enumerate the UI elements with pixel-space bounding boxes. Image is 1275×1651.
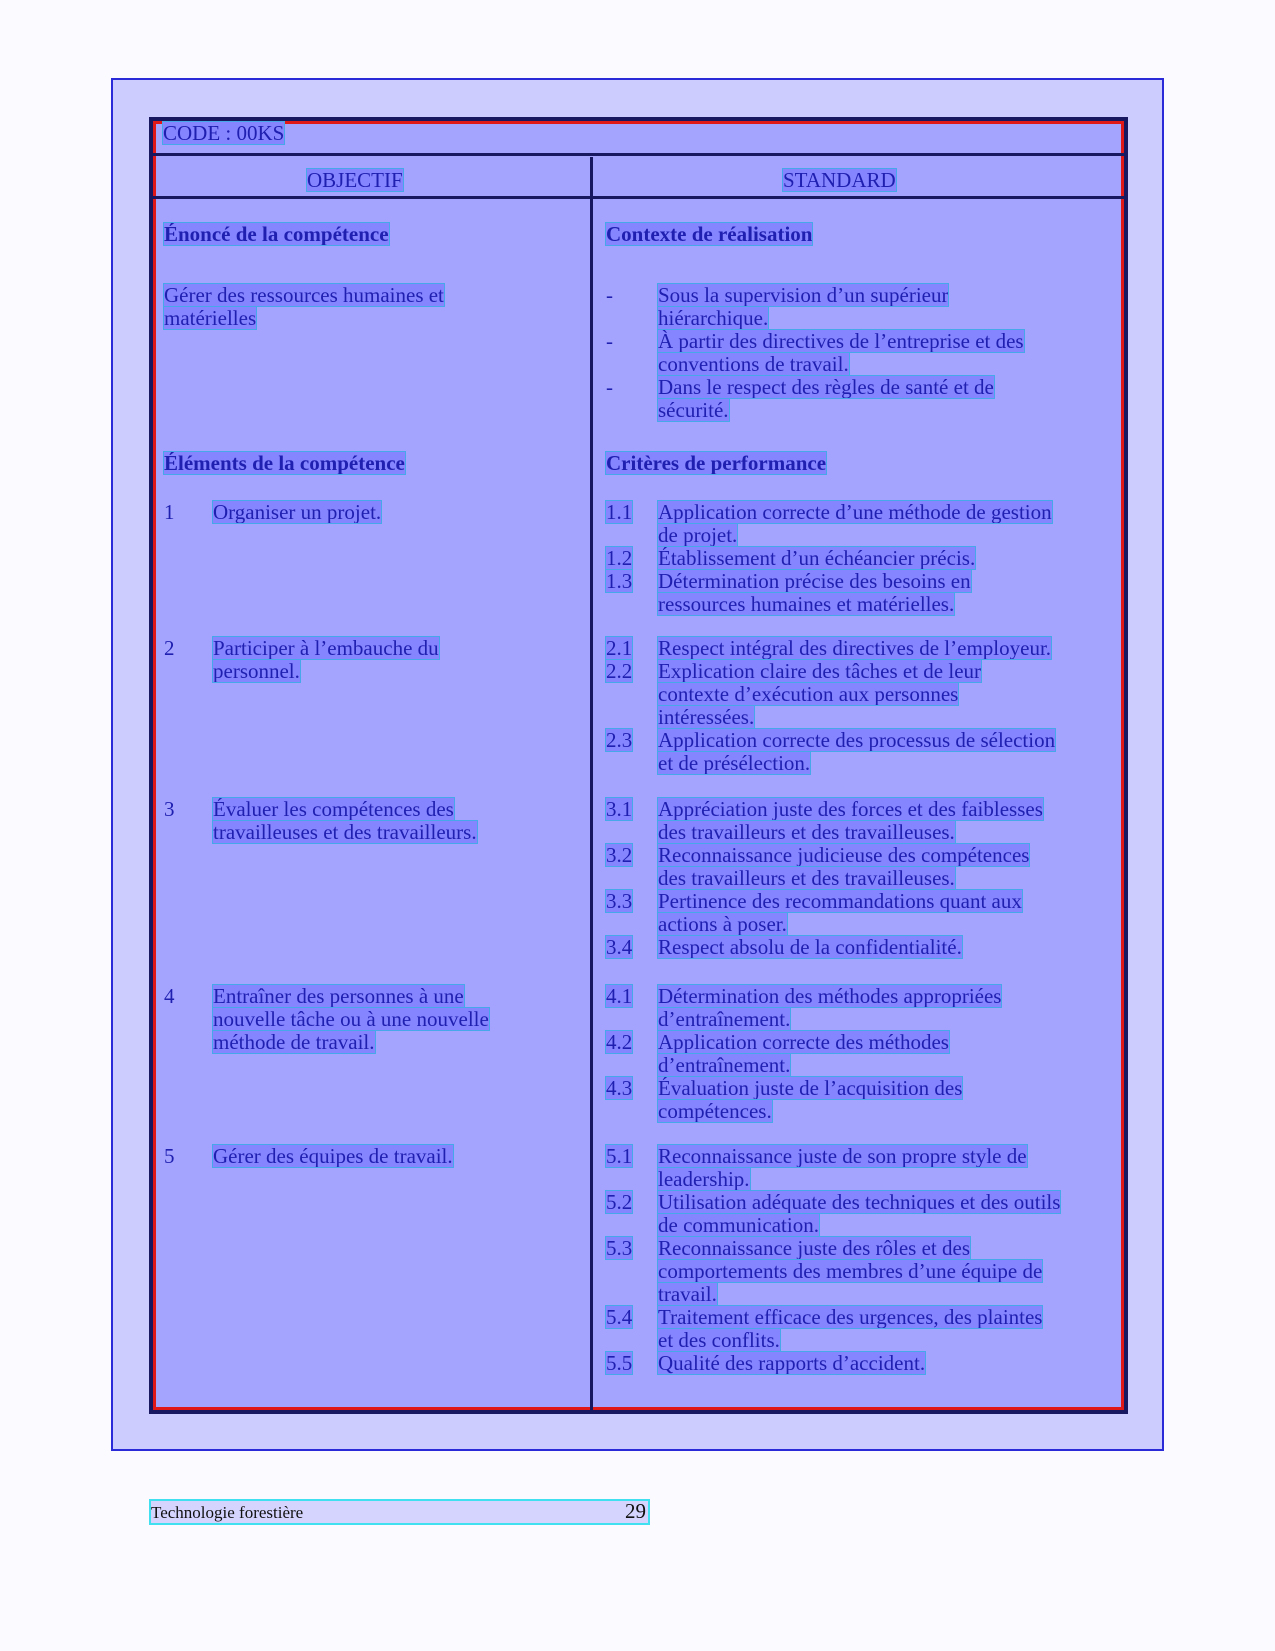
- code-label: CODE : 00KS: [163, 121, 285, 145]
- critere-text: Application correcte des processus de sélection: [658, 728, 1056, 752]
- critere-text: Application correcte d’une méthode de gestion: [658, 500, 1052, 524]
- critere-text: Respect intégral des directives de l’employeur.: [658, 636, 1052, 660]
- element-number: 1: [164, 500, 175, 524]
- critere-number: 5.2: [606, 1190, 633, 1214]
- contexte-text: Sous la supervision d’un supérieur: [658, 283, 949, 307]
- element-text: travailleuses et des travailleurs.: [213, 820, 477, 844]
- critere-text: Application correcte des méthodes: [658, 1030, 949, 1054]
- contexte-text: hiérarchique.: [658, 306, 769, 330]
- critere-text: des travailleurs et des travailleuses.: [658, 820, 955, 844]
- critere-text: compétences.: [658, 1099, 772, 1123]
- column-divider: [590, 157, 593, 1410]
- critere-number: 4.3: [606, 1076, 633, 1100]
- critere-number: 1.1: [606, 500, 633, 524]
- critere-text: Reconnaissance juste des rôles et des: [658, 1236, 970, 1260]
- header-standard: STANDARD: [783, 168, 896, 192]
- critere-text: contexte d’exécution aux personnes: [658, 682, 959, 706]
- critere-text: des travailleurs et des travailleuses.: [658, 866, 955, 890]
- critere-text: Évaluation juste de l’acquisition des: [658, 1076, 963, 1100]
- element-text: Organiser un projet.: [213, 500, 382, 524]
- critere-text: Reconnaissance juste de son propre style de: [658, 1144, 1027, 1168]
- header-objectif: OBJECTIF: [307, 168, 403, 192]
- critere-text: leadership.: [658, 1167, 750, 1191]
- critere-text: de communication.: [658, 1213, 819, 1237]
- critere-number: 5.1: [606, 1144, 633, 1168]
- critere-number: 1.3: [606, 569, 633, 593]
- critere-number: 3.2: [606, 843, 633, 867]
- critere-text: intéressées.: [658, 705, 755, 729]
- element-text: nouvelle tâche ou à une nouvelle: [213, 1007, 489, 1031]
- footer-title: Technologie forestière: [151, 1503, 304, 1522]
- contexte-text: conventions de travail.: [658, 352, 849, 376]
- critere-text: Détermination précise des besoins en: [658, 569, 971, 593]
- critere-text: Pertinence des recommandations quant aux: [658, 889, 1022, 913]
- contexte-text: sécurité.: [658, 398, 729, 422]
- element-text: Entraîner des personnes à une: [213, 984, 464, 1008]
- contexte-text: À partir des directives de l’entreprise et des: [658, 329, 1024, 353]
- enonce-title: Énoncé de la compétence: [164, 222, 389, 246]
- critere-number: 3.1: [606, 797, 633, 821]
- contexte-bullet: -: [606, 375, 613, 399]
- critere-text: de projet.: [658, 523, 738, 547]
- contexte-bullet: -: [606, 329, 613, 353]
- elements-title: Éléments de la compétence: [164, 451, 405, 475]
- critere-text: d’entraînement.: [658, 1053, 791, 1077]
- critere-number: 3.4: [606, 935, 633, 959]
- critere-number: 1.2: [606, 546, 633, 570]
- page-number: 29: [625, 1499, 646, 1523]
- critere-text: Respect absolu de la confidentialité.: [658, 935, 962, 959]
- critere-text: et de présélection.: [658, 751, 811, 775]
- critere-text: Explication claire des tâches et de leur: [658, 659, 982, 683]
- element-text: méthode de travail.: [213, 1030, 375, 1054]
- critere-text: actions à poser.: [658, 912, 787, 936]
- critere-number: 5.3: [606, 1236, 633, 1260]
- criteres-title: Critères de performance: [606, 451, 827, 475]
- critere-text: Appréciation juste des forces et des faiblesses: [658, 797, 1043, 821]
- critere-number: 5.4: [606, 1305, 633, 1329]
- critere-number: 5.5: [606, 1351, 633, 1375]
- critere-number: 2.2: [606, 659, 633, 683]
- enonce-line: matérielles: [164, 306, 257, 330]
- critere-text: travail.: [658, 1282, 717, 1306]
- contexte-title: Contexte de réalisation: [606, 222, 813, 246]
- element-text: Participer à l’embauche du: [213, 636, 439, 660]
- contexte-bullet: -: [606, 283, 613, 307]
- critere-text: Utilisation adéquate des techniques et des outils: [658, 1190, 1061, 1214]
- element-number: 2: [164, 636, 175, 660]
- critere-text: et des conflits.: [658, 1328, 780, 1352]
- critere-number: 3.3: [606, 889, 633, 913]
- critere-number: 2.3: [606, 728, 633, 752]
- critere-text: Détermination des méthodes appropriées: [658, 984, 1002, 1008]
- critere-number: 4.1: [606, 984, 633, 1008]
- competence-table: [149, 117, 1128, 1414]
- header-bottom-divider: [153, 196, 1124, 199]
- header-divider: [153, 153, 1124, 156]
- critere-text: comportements des membres d’une équipe de: [658, 1259, 1043, 1283]
- enonce-line: Gérer des ressources humaines et: [164, 283, 444, 307]
- element-number: 5: [164, 1144, 175, 1168]
- critere-text: d’entraînement.: [658, 1007, 791, 1031]
- contexte-text: Dans le respect des règles de santé et de: [658, 375, 994, 399]
- critere-text: ressources humaines et matérielles.: [658, 592, 955, 616]
- element-number: 3: [164, 797, 175, 821]
- element-number: 4: [164, 984, 175, 1008]
- critere-text: Reconnaissance judicieuse des compétences: [658, 843, 1030, 867]
- critere-number: 2.1: [606, 636, 633, 660]
- element-text: Gérer des équipes de travail.: [213, 1144, 453, 1168]
- critere-text: Traitement efficace des urgences, des plaintes: [658, 1305, 1043, 1329]
- critere-text: Établissement d’un échéancier précis.: [658, 546, 976, 570]
- element-text: Évaluer les compétences des: [213, 797, 454, 821]
- element-text: personnel.: [213, 659, 300, 683]
- critere-number: 4.2: [606, 1030, 633, 1054]
- critere-text: Qualité des rapports d’accident.: [658, 1351, 926, 1375]
